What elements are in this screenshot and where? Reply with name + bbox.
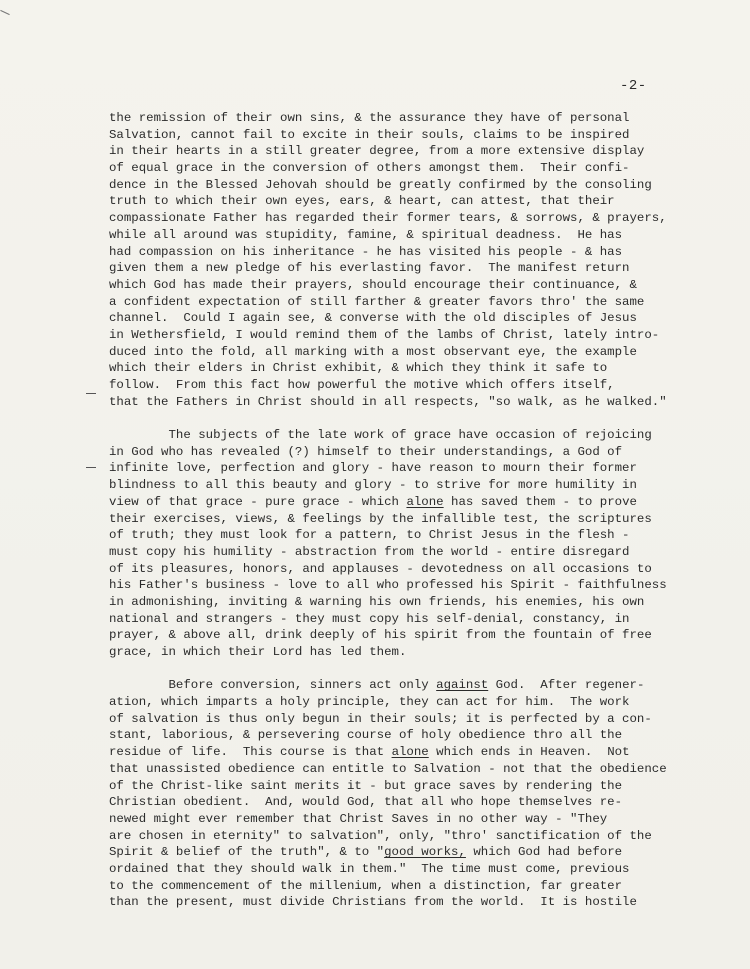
underlined-word: alone (406, 494, 444, 509)
paragraph-gap (109, 410, 684, 427)
page-number: -2- (620, 78, 647, 94)
paragraph (109, 677, 684, 911)
text-line: which their elders in Christ exhibit, & which they think it safe to (109, 361, 608, 376)
text-line: in their hearts in a still greater degree, from a more extensive display (109, 144, 645, 159)
text-line: truth to which their own eyes, ears, & heart, can attest, that their (109, 194, 615, 209)
text-line: had compassion on his inheritance - he has visited his people - & has (109, 244, 623, 259)
text-line: a confident expectation of still farther & greater favors thro' the same (109, 294, 645, 309)
underlined-word: alone (391, 745, 429, 760)
text-line: ordained that they should walk in them." The time must come, previous (109, 861, 630, 876)
text-line: prayer, & above all, drink deeply of his spirit from the fountain of free (109, 628, 652, 643)
text-line: than the present, must divide Christians from the world. It is hostile (109, 895, 637, 910)
text-line: the remission of their own sins, & the assurance they have of personal (109, 111, 630, 125)
text-line: their exercises, views, & feelings by the infallible test, the scriptures (109, 511, 652, 526)
text-line: stant, laborious, & persevering course of holy obedience thro all the (109, 728, 623, 743)
text-line: that unassisted obedience can entitle to Salvation - not that the obedience (109, 761, 667, 776)
text-line: ation, which imparts a holy principle, they can act for him. The work (109, 695, 630, 710)
text-line: of its pleasures, honors, and applauses - devotedness on all occasions to (109, 561, 652, 576)
text-line: dence in the Blessed Jehovah should be greatly confirmed by the consoling (109, 177, 652, 192)
corner-mark (0, 10, 9, 15)
text-line: national and strangers - they must copy his self-denial, constancy, in (109, 611, 630, 626)
text-line: that the Fathers in Christ should in all respects, "so walk, as he walked." (109, 394, 667, 409)
text-line: Salvation, cannot fail to excite in their souls, claims to be inspired (109, 127, 630, 142)
text-line: to the commencement of the millenium, when a distinction, far greater (109, 878, 623, 893)
document-body (109, 110, 684, 911)
text-line: while all around was stupidity, famine, & spiritual deadness. He has (109, 227, 623, 242)
text-line: compassionate Father has regarded their former tears, & sorrows, & prayers, (109, 211, 667, 226)
text-line: of the Christ-like saint merits it - but grace saves by rendering the (109, 778, 623, 793)
text-line: residue of life. This course is that alone which ends in Heaven. Not (109, 745, 630, 760)
underlined-word: against (436, 678, 489, 693)
text-line: are chosen in eternity" to salvation", only, "thro' sanctification of the (109, 828, 652, 843)
text-line: given them a new pledge of his everlasting favor. The manifest return (109, 261, 630, 276)
text-line: The subjects of the late work of grace have occasion of rejoicing (109, 428, 652, 443)
text-line: Christian obedient. And, would God, that all who hope themselves re- (109, 795, 623, 810)
text-line: Spirit & belief of the truth", & to "good works, which God had before (109, 845, 623, 860)
text-line: of salvation is thus only begun in their souls; it is perfected by a con- (109, 711, 652, 726)
text-line: in admonishing, inviting & warning his own friends, his enemies, his own (109, 594, 645, 609)
margin-mark (86, 393, 96, 394)
text-line: Before conversion, sinners act only against God. After regener- (109, 678, 645, 693)
text-line: channel. Could I again see, & converse with the old disciples of Jesus (109, 311, 637, 326)
text-line: which God has made their prayers, should encourage their continuance, & (109, 277, 637, 292)
text-line: infinite love, perfection and glory - have reason to mourn their former (109, 461, 637, 476)
text-line: newed might ever remember that Christ Saves in no other way - "They (109, 811, 608, 826)
paragraph-gap (109, 661, 684, 678)
text-line: duced into the fold, all marking with a most observant eye, the example (109, 344, 637, 359)
text-line: his Father's business - love to all who professed his Spirit - faithfulness (109, 578, 667, 593)
margin-mark (86, 467, 96, 468)
paragraph (109, 427, 684, 661)
text-line: in Wethersfield, I would remind them of the lambs of Christ, lately intro- (109, 327, 660, 342)
text-line: follow. From this fact how powerful the motive which offers itself, (109, 378, 615, 392)
underlined-word: good works, (384, 845, 466, 860)
text-line: of equal grace in the conversion of others amongst them. Their confi- (109, 161, 630, 176)
text-line: of truth; they must look for a pattern, to Christ Jesus in the flesh - (109, 528, 630, 543)
text-line: must copy his humility - abstraction from the world - entire disregard (109, 544, 630, 559)
text-line: in God who has revealed (?) himself to their understandings, a God of (109, 444, 623, 459)
text-line: view of that grace - pure grace - which alone has saved them - to prove (109, 494, 637, 509)
paragraph (109, 110, 684, 410)
text-line: grace, in which their Lord has led them. (109, 645, 407, 659)
text-line: blindness to all this beauty and glory - to strive for more humility in (109, 478, 637, 493)
